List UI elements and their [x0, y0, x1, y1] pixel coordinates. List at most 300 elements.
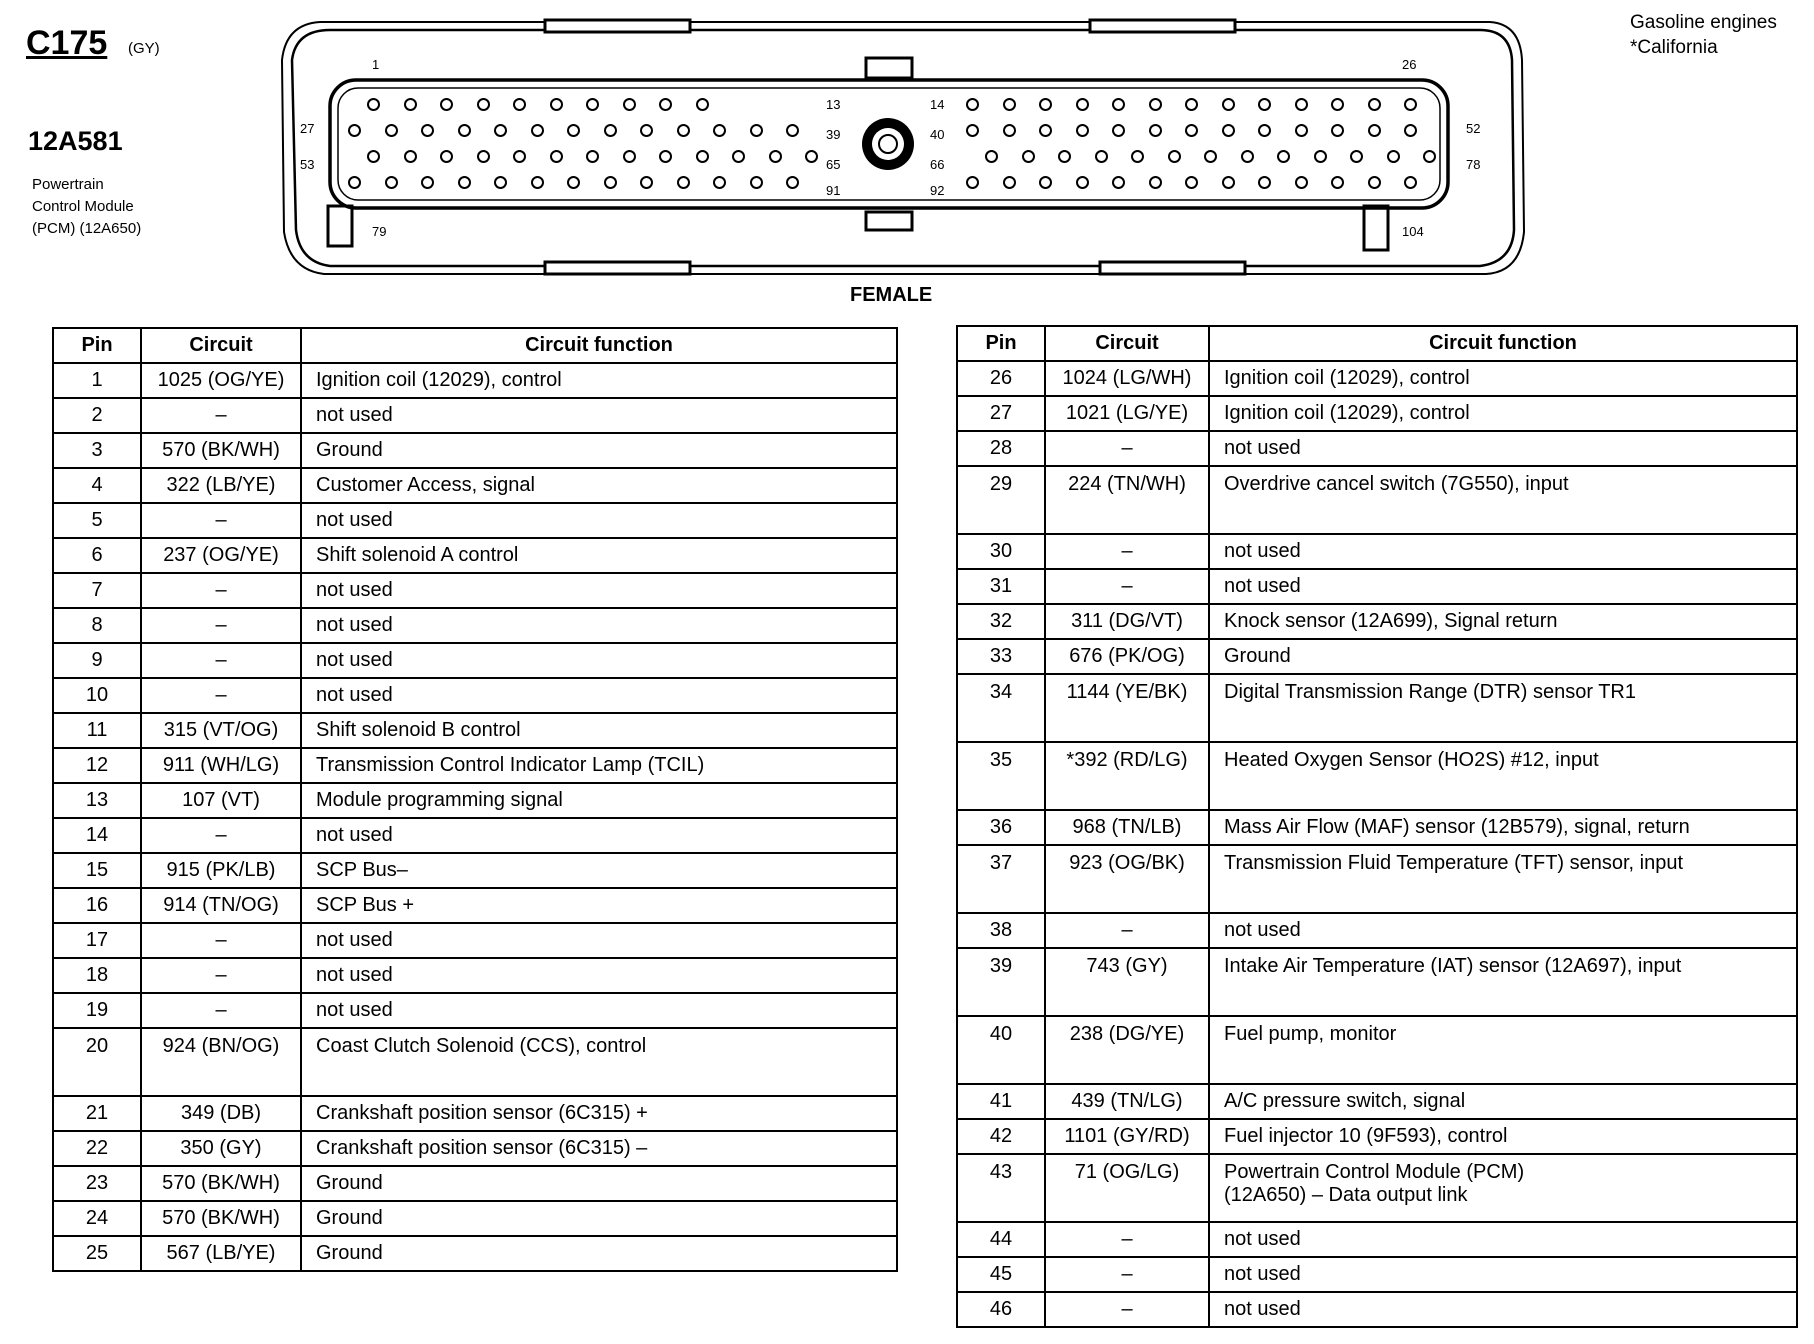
description-line: Powertrain	[32, 176, 104, 193]
function-cell: Coast Clutch Solenoid (CCS), control	[301, 1028, 897, 1096]
pin-hole	[640, 176, 653, 189]
pin-hole	[1222, 98, 1235, 111]
pin-label: 91	[826, 183, 841, 198]
pin-hole	[458, 176, 471, 189]
function-cell: not used	[301, 503, 897, 538]
pin-hole	[1112, 98, 1125, 111]
table-row	[53, 678, 897, 713]
function-cell: not used	[301, 573, 897, 608]
function-cell: not used	[301, 398, 897, 433]
function-cell: Overdrive cancel switch (7G550), input	[1209, 466, 1797, 534]
pin-hole	[1222, 176, 1235, 189]
function-cell: Digital Transmission Range (DTR) sensor TR1	[1209, 674, 1797, 742]
pin-cell: 24	[53, 1201, 141, 1236]
function-cell: Shift solenoid B control	[301, 713, 897, 748]
pin-label: 13	[826, 97, 841, 112]
function-cell: Ground	[301, 1236, 897, 1271]
function-cell: Heated Oxygen Sensor (HO2S) #12, input	[1209, 742, 1797, 810]
pin-cell: 38	[957, 913, 1045, 948]
function-cell: Ignition coil (12029), control	[1209, 361, 1797, 396]
pin-cell: 17	[53, 923, 141, 958]
pin-hole	[586, 98, 599, 111]
pin-hole	[440, 98, 453, 111]
function-cell: Ground	[301, 1201, 897, 1236]
function-cell: not used	[1209, 534, 1797, 569]
pin-hole	[1404, 176, 1417, 189]
pin-cell: 9	[53, 643, 141, 678]
pin-cell: 36	[957, 810, 1045, 845]
pin-cell: 5	[53, 503, 141, 538]
pin-cell: 16	[53, 888, 141, 923]
function-cell: Ignition coil (12029), control	[301, 363, 897, 398]
pin-cell: 19	[53, 993, 141, 1028]
table-row	[53, 1236, 897, 1271]
circuit-cell: 107 (VT)	[141, 783, 301, 818]
pin-label: 104	[1402, 224, 1424, 239]
pin-hole	[1149, 124, 1162, 137]
pin-hole	[640, 124, 653, 137]
circuit-cell: –	[1045, 431, 1209, 466]
pin-hole	[966, 176, 979, 189]
table-row	[957, 569, 1797, 604]
circuit-column-header: Circuit	[141, 328, 301, 363]
pin-hole	[1039, 176, 1052, 189]
circuit-cell: –	[141, 398, 301, 433]
pin-hole	[404, 150, 417, 163]
function-cell: not used	[1209, 1257, 1797, 1292]
function-cell: not used	[301, 993, 897, 1028]
pin-cell: 8	[53, 608, 141, 643]
pin-label: 66	[930, 157, 945, 172]
table-row	[53, 573, 897, 608]
function-cell: Ground	[301, 1166, 897, 1201]
pin-label: 1	[372, 57, 380, 72]
table-row	[53, 958, 897, 993]
function-cell: SCP Bus–	[301, 853, 897, 888]
pin-hole	[1185, 176, 1198, 189]
circuit-cell: 350 (GY)	[141, 1131, 301, 1166]
pin-cell: 2	[53, 398, 141, 433]
function-cell: not used	[1209, 569, 1797, 604]
pin-hole	[1368, 124, 1381, 137]
function-cell: Crankshaft position sensor (6C315) –	[301, 1131, 897, 1166]
circuit-cell: 1024 (LG/WH)	[1045, 361, 1209, 396]
circuit-cell: 570 (BK/WH)	[141, 1201, 301, 1236]
function-cell: Shift solenoid A control	[301, 538, 897, 573]
pin-hole	[1350, 150, 1363, 163]
circuit-cell: 570 (BK/WH)	[141, 1166, 301, 1201]
table-row	[957, 674, 1797, 742]
pin-cell: 4	[53, 468, 141, 503]
pin-cell: 29	[957, 466, 1045, 534]
function-cell: not used	[1209, 913, 1797, 948]
pin-cell: 35	[957, 742, 1045, 810]
circuit-cell: –	[1045, 1257, 1209, 1292]
pin-hole	[677, 124, 690, 137]
circuit-cell: 322 (LB/YE)	[141, 468, 301, 503]
pin-hole	[1039, 124, 1052, 137]
pin-hole	[1222, 124, 1235, 137]
pin-label: 78	[1466, 157, 1481, 172]
pin-hole	[348, 176, 361, 189]
pin-hole	[966, 124, 979, 137]
pin-hole	[440, 150, 453, 163]
pin-cell: 3	[53, 433, 141, 468]
table-row	[957, 1257, 1797, 1292]
pin-hole	[769, 150, 782, 163]
table-row	[957, 361, 1797, 396]
pin-cell: 41	[957, 1084, 1045, 1119]
connector-face-diagram	[0, 0, 1814, 300]
circuit-cell: –	[141, 503, 301, 538]
pin-hole	[348, 124, 361, 137]
pin-hole	[1404, 124, 1417, 137]
function-cell: Ground	[301, 433, 897, 468]
circuit-cell: 923 (OG/BK)	[1045, 845, 1209, 913]
note-line: *California	[1630, 37, 1718, 58]
table-row	[957, 810, 1797, 845]
function-cell: not used	[301, 923, 897, 958]
function-cell: SCP Bus +	[301, 888, 897, 923]
pin-hole	[713, 176, 726, 189]
pin-hole	[1368, 176, 1381, 189]
circuit-cell: 1021 (LG/YE)	[1045, 396, 1209, 431]
pin-table-right	[956, 325, 1798, 1328]
pin-cell: 13	[53, 783, 141, 818]
pin-cell: 20	[53, 1028, 141, 1096]
pin-label: 26	[1402, 57, 1417, 72]
circuit-column-header: Circuit	[1045, 326, 1209, 361]
function-cell: Ignition coil (12029), control	[1209, 396, 1797, 431]
pin-hole	[1076, 98, 1089, 111]
table-row	[957, 1016, 1797, 1084]
pin-hole	[385, 176, 398, 189]
pin-hole	[985, 150, 998, 163]
circuit-cell: –	[141, 608, 301, 643]
pin-cell: 31	[957, 569, 1045, 604]
pin-hole	[513, 98, 526, 111]
pin-hole	[696, 98, 709, 111]
pin-hole	[567, 176, 580, 189]
pin-hole	[604, 124, 617, 137]
pin-hole	[1185, 124, 1198, 137]
pin-hole	[786, 124, 799, 137]
function-cell: Transmission Control Indicator Lamp (TCIL)	[301, 748, 897, 783]
pin-hole	[1168, 150, 1181, 163]
pin-cell: 30	[957, 534, 1045, 569]
pin-hole	[1331, 176, 1344, 189]
function-cell: not used	[301, 818, 897, 853]
pin-cell: 28	[957, 431, 1045, 466]
function-cell: not used	[301, 643, 897, 678]
circuit-cell: 567 (LB/YE)	[141, 1236, 301, 1271]
pin-hole	[1003, 124, 1016, 137]
pin-hole	[1295, 176, 1308, 189]
circuit-cell: *392 (RD/LG)	[1045, 742, 1209, 810]
function-cell: not used	[301, 608, 897, 643]
part-number: 12A581	[28, 126, 123, 156]
table-row	[53, 993, 897, 1028]
circuit-cell: 1025 (OG/YE)	[141, 363, 301, 398]
pin-hole	[494, 124, 507, 137]
table-row	[957, 431, 1797, 466]
pin-cell: 43	[957, 1154, 1045, 1222]
function-cell: Ground	[1209, 639, 1797, 674]
pin-hole	[1095, 150, 1108, 163]
function-cell: Intake Air Temperature (IAT) sensor (12A697), input	[1209, 948, 1797, 1016]
pin-cell: 42	[957, 1119, 1045, 1154]
table-row	[53, 783, 897, 818]
pin-label: 52	[1466, 121, 1481, 136]
pin-hole	[458, 124, 471, 137]
function-cell: not used	[1209, 1222, 1797, 1257]
circuit-cell: –	[141, 993, 301, 1028]
function-cell: Knock sensor (12A699), Signal return	[1209, 604, 1797, 639]
table-header-row	[53, 328, 897, 363]
function-cell: A/C pressure switch, signal	[1209, 1084, 1797, 1119]
pin-hole	[494, 176, 507, 189]
pin-column-header: Pin	[53, 328, 141, 363]
pin-hole	[1241, 150, 1254, 163]
function-cell: Transmission Fluid Temperature (TFT) sensor, input	[1209, 845, 1797, 913]
pin-hole	[477, 150, 490, 163]
table-row	[53, 608, 897, 643]
pin-hole	[531, 176, 544, 189]
connector-code: C175	[26, 24, 108, 62]
table-row	[957, 639, 1797, 674]
function-column-header: Circuit function	[1209, 326, 1797, 361]
pin-hole	[1022, 150, 1035, 163]
pin-hole	[567, 124, 580, 137]
pin-hole	[1331, 124, 1344, 137]
circuit-cell: –	[1045, 1222, 1209, 1257]
table-row	[957, 742, 1797, 810]
pin-label: 40	[930, 127, 945, 142]
pin-cell: 11	[53, 713, 141, 748]
pin-hole	[966, 98, 979, 111]
table-row	[957, 1154, 1797, 1222]
pin-cell: 37	[957, 845, 1045, 913]
pin-hole	[750, 124, 763, 137]
pin-hole	[1295, 124, 1308, 137]
pin-hole	[1149, 176, 1162, 189]
circuit-cell: 238 (DG/YE)	[1045, 1016, 1209, 1084]
circuit-cell: 743 (GY)	[1045, 948, 1209, 1016]
pin-hole	[696, 150, 709, 163]
pin-cell: 45	[957, 1257, 1045, 1292]
table-row	[957, 845, 1797, 913]
pin-hole	[1185, 98, 1198, 111]
pin-hole	[586, 150, 599, 163]
circuit-cell: 1144 (YE/BK)	[1045, 674, 1209, 742]
pin-hole	[677, 176, 690, 189]
pin-hole	[713, 124, 726, 137]
note-line: Gasoline engines	[1630, 12, 1777, 33]
circuit-cell: –	[141, 643, 301, 678]
pin-hole	[513, 150, 526, 163]
pin-hole	[385, 124, 398, 137]
circuit-cell: 311 (DG/VT)	[1045, 604, 1209, 639]
pin-cell: 32	[957, 604, 1045, 639]
circuit-cell: –	[141, 923, 301, 958]
pin-hole	[659, 98, 672, 111]
circuit-cell: 237 (OG/YE)	[141, 538, 301, 573]
function-column-header: Circuit function	[301, 328, 897, 363]
table-row	[957, 604, 1797, 639]
pin-table-left	[52, 327, 898, 1272]
pin-hole	[1295, 98, 1308, 111]
pin-hole	[1112, 124, 1125, 137]
pin-label: 79	[372, 224, 387, 239]
pin-hole	[623, 98, 636, 111]
circuit-cell: 439 (TN/LG)	[1045, 1084, 1209, 1119]
table-row	[53, 1096, 897, 1131]
pin-cell: 12	[53, 748, 141, 783]
description-line: Control Module	[32, 198, 134, 215]
table-row	[53, 888, 897, 923]
table-row	[53, 468, 897, 503]
table-row	[957, 1119, 1797, 1154]
connector-gender-label: FEMALE	[850, 284, 933, 306]
pin-hole	[421, 176, 434, 189]
pin-cell: 7	[53, 573, 141, 608]
circuit-cell: –	[1045, 569, 1209, 604]
pin-column-header: Pin	[957, 326, 1045, 361]
circuit-cell: 349 (DB)	[141, 1096, 301, 1131]
table-row	[957, 1292, 1797, 1327]
pin-label: 53	[300, 157, 315, 172]
pin-hole	[1003, 176, 1016, 189]
table-row	[53, 1166, 897, 1201]
table-row	[53, 1028, 897, 1096]
pin-hole	[367, 98, 380, 111]
circuit-cell: 570 (BK/WH)	[141, 433, 301, 468]
function-cell: not used	[301, 958, 897, 993]
pin-hole	[1368, 98, 1381, 111]
table-row	[957, 948, 1797, 1016]
pin-label: 27	[300, 121, 315, 136]
pin-hole	[477, 98, 490, 111]
pin-hole	[1076, 176, 1089, 189]
pin-cell: 25	[53, 1236, 141, 1271]
pin-cell: 23	[53, 1166, 141, 1201]
circuit-cell: –	[141, 678, 301, 713]
pin-hole	[1331, 98, 1344, 111]
pin-cell: 33	[957, 639, 1045, 674]
pin-cell: 26	[957, 361, 1045, 396]
pin-hole	[1039, 98, 1052, 111]
function-cell: Module programming signal	[301, 783, 897, 818]
pin-hole	[550, 150, 563, 163]
table-row	[957, 1084, 1797, 1119]
circuit-cell: –	[141, 573, 301, 608]
pin-hole	[786, 176, 799, 189]
circuit-cell: 911 (WH/LG)	[141, 748, 301, 783]
pin-cell: 21	[53, 1096, 141, 1131]
pin-hole	[1258, 98, 1271, 111]
pin-hole	[805, 150, 818, 163]
pin-label: 39	[826, 127, 841, 142]
pin-cell: 1	[53, 363, 141, 398]
circuit-cell: –	[141, 818, 301, 853]
pin-hole	[404, 98, 417, 111]
pin-cell: 34	[957, 674, 1045, 742]
circuit-cell: 676 (PK/OG)	[1045, 639, 1209, 674]
circuit-cell: –	[1045, 913, 1209, 948]
table-row	[53, 713, 897, 748]
circuit-cell: 915 (PK/LB)	[141, 853, 301, 888]
circuit-cell: 968 (TN/LB)	[1045, 810, 1209, 845]
pin-cell: 15	[53, 853, 141, 888]
function-cell: Crankshaft position sensor (6C315) +	[301, 1096, 897, 1131]
function-cell: Fuel pump, monitor	[1209, 1016, 1797, 1084]
pin-cell: 27	[957, 396, 1045, 431]
function-cell: not used	[1209, 1292, 1797, 1327]
pin-hole	[1204, 150, 1217, 163]
pin-cell: 18	[53, 958, 141, 993]
pin-hole	[1387, 150, 1400, 163]
pin-hole	[659, 150, 672, 163]
pin-hole	[1058, 150, 1071, 163]
table-row	[53, 398, 897, 433]
pin-cell: 14	[53, 818, 141, 853]
description-line: (PCM) (12A650)	[32, 220, 142, 237]
table-header-row	[957, 326, 1797, 361]
table-row	[957, 466, 1797, 534]
table-row	[53, 818, 897, 853]
circuit-cell: –	[1045, 534, 1209, 569]
table-row	[53, 503, 897, 538]
circuit-cell: –	[1045, 1292, 1209, 1327]
table-row	[53, 923, 897, 958]
pin-hole	[531, 124, 544, 137]
pin-cell: 46	[957, 1292, 1045, 1327]
pin-cell: 6	[53, 538, 141, 573]
function-cell: Mass Air Flow (MAF) sensor (12B579), signal, return	[1209, 810, 1797, 845]
pin-hole	[1423, 150, 1436, 163]
table-row	[53, 643, 897, 678]
pin-hole	[1112, 176, 1125, 189]
circuit-cell: 315 (VT/OG)	[141, 713, 301, 748]
pin-hole	[750, 176, 763, 189]
table-row	[957, 396, 1797, 431]
pin-cell: 10	[53, 678, 141, 713]
pin-hole	[1314, 150, 1327, 163]
table-row	[53, 433, 897, 468]
table-row	[53, 363, 897, 398]
pin-hole	[550, 98, 563, 111]
pin-cell: 39	[957, 948, 1045, 1016]
function-cell: not used	[1209, 431, 1797, 466]
circuit-cell: 71 (OG/LG)	[1045, 1154, 1209, 1222]
circuit-cell: –	[141, 958, 301, 993]
function-cell: Fuel injector 10 (9F593), control	[1209, 1119, 1797, 1154]
table-row	[957, 913, 1797, 948]
pin-hole	[604, 176, 617, 189]
table-row	[53, 538, 897, 573]
pin-cell: 22	[53, 1131, 141, 1166]
table-row	[53, 853, 897, 888]
pin-hole	[623, 150, 636, 163]
function-cell: not used	[301, 678, 897, 713]
table-row	[957, 534, 1797, 569]
pin-cell: 44	[957, 1222, 1045, 1257]
pin-hole	[1277, 150, 1290, 163]
circuit-cell: 1101 (GY/RD)	[1045, 1119, 1209, 1154]
pin-hole	[1003, 98, 1016, 111]
function-cell: Powertrain Control Module (PCM) (12A650) – Data output link	[1209, 1154, 1797, 1222]
table-row	[53, 1201, 897, 1236]
